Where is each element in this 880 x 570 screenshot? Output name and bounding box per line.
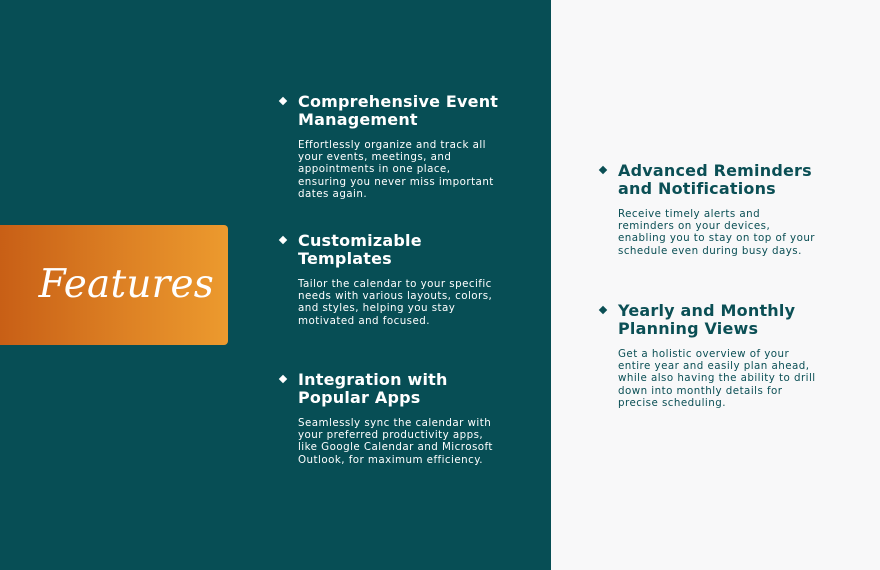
feature-heading	[598, 302, 820, 338]
page-title: Features	[38, 262, 214, 307]
feature-title: Advanced Reminders and Notifications	[618, 161, 812, 198]
feature-title: Comprehensive Event Management	[298, 92, 499, 129]
diamond-bullet-icon	[279, 236, 287, 244]
right-panel	[551, 0, 880, 570]
feature-title: Yearly and Monthly Planning Views	[618, 301, 796, 338]
feature-customizable-templates	[278, 232, 500, 327]
feature-description: Effortlessly organize and track all your events, meetings, and appointments in one place, ensuring you never miss important dates again.	[298, 139, 494, 200]
feature-heading	[278, 232, 500, 268]
diamond-bullet-icon	[599, 306, 607, 314]
diamond-bullet-icon	[279, 97, 287, 105]
feature-title: Customizable Templates	[298, 231, 422, 268]
feature-title: Integration with Popular Apps	[298, 370, 448, 407]
feature-description: Get a holistic overview of your entire year and easily plan ahead, while also having the ability to drill down into monthly details for precise scheduling.	[618, 348, 816, 409]
feature-advanced-reminders-and-notifications	[598, 162, 820, 257]
feature-description: Tailor the calendar to your specific needs with various layouts, colors, and styles, helping you stay motivated and focused.	[298, 278, 493, 327]
feature-yearly-and-monthly-planning-views	[598, 302, 820, 409]
feature-comprehensive-event-management	[278, 93, 500, 200]
feature-description: Seamlessly sync the calendar with your preferred productivity apps, like Google Calendar and Microsoft Outlook, for maximum efficiency.	[298, 417, 493, 466]
feature-description: Receive timely alerts and reminders on your devices, enabling you to stay on top of your schedule even during busy days.	[618, 208, 815, 257]
feature-heading	[278, 371, 500, 407]
feature-heading	[278, 93, 500, 129]
feature-heading	[598, 162, 820, 198]
feature-integration-with-popular-apps	[278, 371, 500, 466]
diamond-bullet-icon	[279, 375, 287, 383]
title-banner	[0, 225, 228, 345]
diamond-bullet-icon	[599, 166, 607, 174]
